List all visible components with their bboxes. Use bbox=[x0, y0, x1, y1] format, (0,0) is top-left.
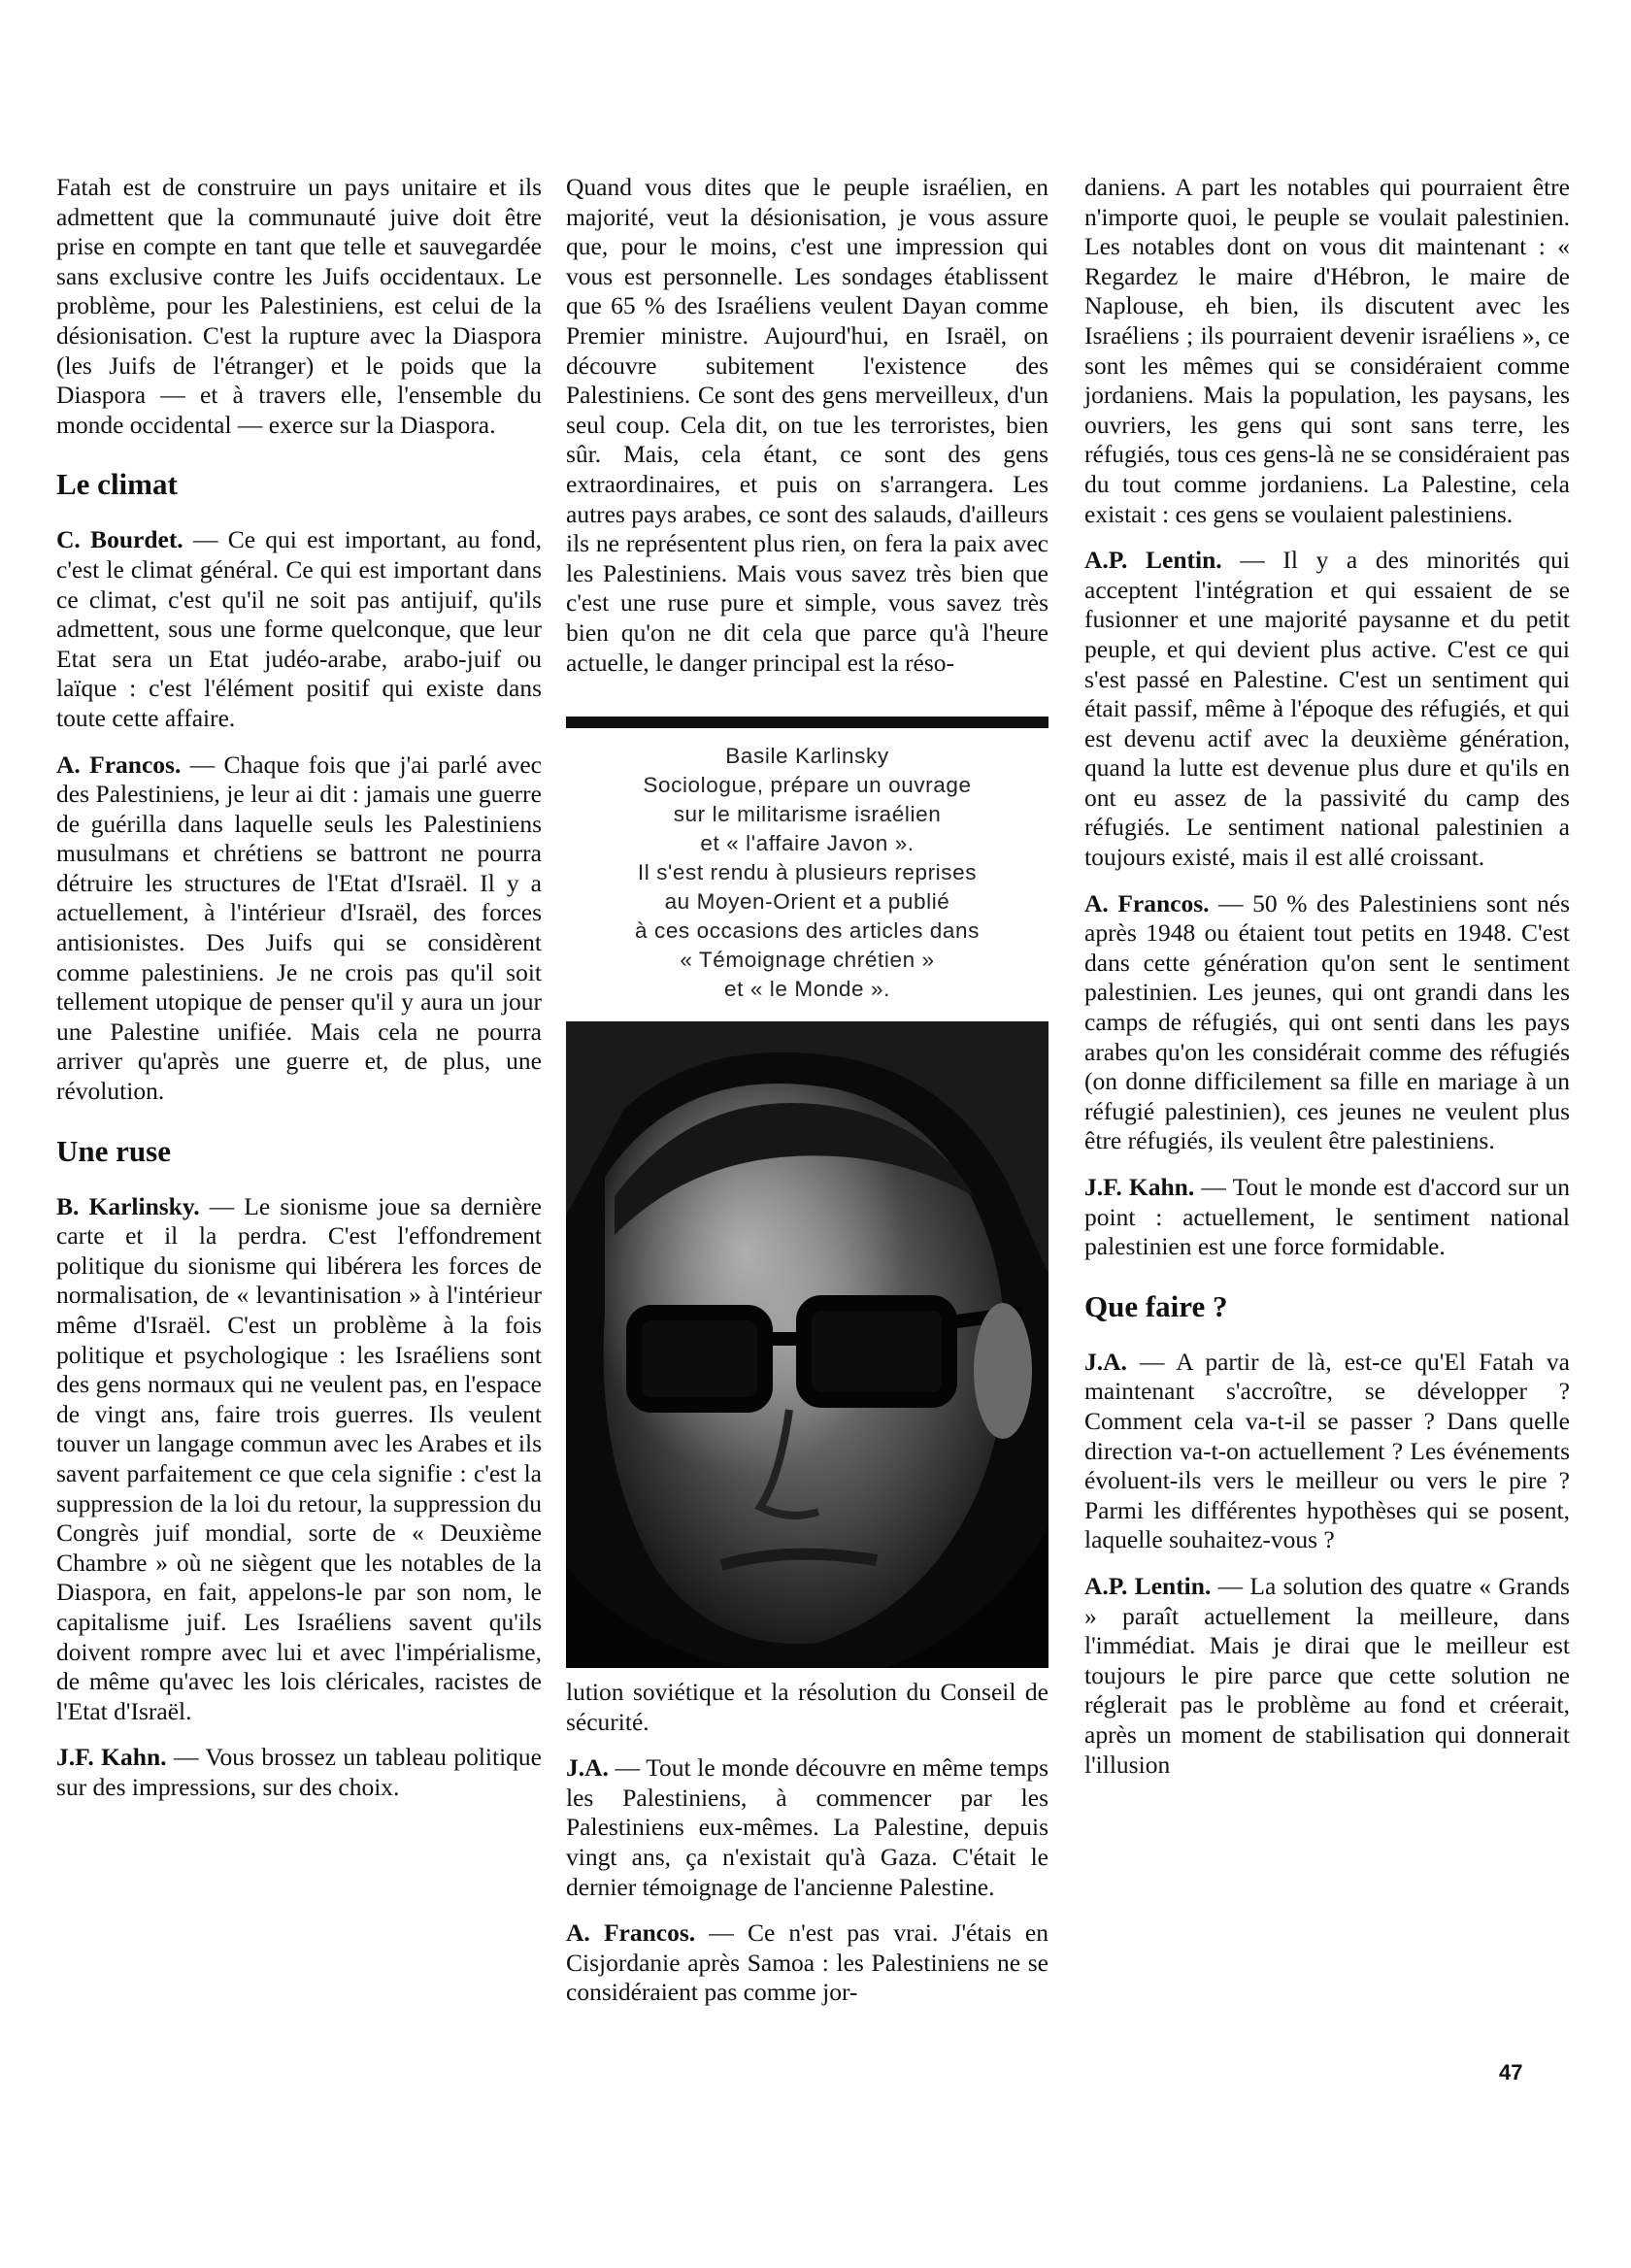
paragraph: Fatah est de construire un pays unitaire et ils admettent que la communauté juive doit être prise en compte en tant que telle et sauvegardée sans exclusive contre les Juifs occidentaux. Le problème, pour les Palestiniens, est celui de la désionisation. C'est la rupture avec la Diaspora (les Juifs de l'étranger) et le poids que la Diaspora — et à travers elle, l'ensemble du monde occidental — exerce sur la Diaspora. bbox=[56, 173, 542, 439]
caption-line: Il s'est rendu à plusieurs reprises bbox=[637, 860, 978, 885]
speaker-name: J.F. Kahn. bbox=[1084, 1173, 1195, 1201]
section-heading: Une ruse bbox=[56, 1133, 171, 1168]
paragraph bbox=[56, 1192, 542, 1727]
speaker-name: J.F. Kahn. bbox=[56, 1743, 167, 1772]
speech-text: — 50 % des Palestiniens sont nés après 1948 ou étaient tout petits en 1948. C'est dans cette génération qu'on sent le sentiment palestinien. Les jeunes, qui ont grandi dans les camps de réfugiés, qui ont senti dans les pays arabes qu'on les considérait comme des réfugiés (on donne difficilement sa fille en mariage à un réfugié palestinien), ces jeunes ne veulent plus être réfugiés, ils veulent être palestiniens. bbox=[1084, 888, 1570, 1155]
speech-text: — Tout le monde est d'accord sur un point : actuellement, le sentiment national palestinien est une force formidable. bbox=[1084, 1173, 1570, 1261]
caption-line: sur le militarisme israélien bbox=[673, 802, 942, 827]
caption-line: et « l'affaire Javon ». bbox=[700, 831, 915, 856]
speech-text: — A partir de là, est-ce qu'El Fatah va maintenant s'accroître, se développer ? Comment cela va-t-il se passer ? Dans quelle direction va-t-on actuellement ? Les événements évoluent-ils vers le meilleur ou vers le pire ? Parmi les différentes hypothèses qui se posent, laquelle souhaitez-vous ? bbox=[1084, 1347, 1570, 1554]
portrait-photo bbox=[566, 1021, 1048, 1668]
speaker-name: A. Francos. bbox=[56, 750, 182, 779]
caption-line: à ces occasions des articles dans bbox=[635, 918, 980, 944]
section-heading: Que faire ? bbox=[1084, 1288, 1228, 1323]
paragraph: Quand vous dites que le peuple israélien, en majorité, veut la désionisation, je vous assure que, pour le moins, c'est une impression qui vous est personnelle. Les sondages établissent que 65 % des Israéliens veulent Dayan comme Premier ministre. Aujourd'hui, en Israël, on découvre subitement l'existence des Palestiniens. Ce sont des gens merveilleux, d'un seul coup. Cela dit, on tue les terroristes, bien sûr. Mais, cela étant, ce sont des gens extraordinaires, et puis on s'arrangera. Les autres pays arabes, ce sont des salauds, d'ailleurs ils ne représentent plus rien, on fera la paix avec les Palestiniens. Mais vous savez très bien que c'est une ruse pure et simple, vous savez très bien qu'on ne dit cela que parce qu'à l'heure actuelle, le danger principal est la réso- bbox=[566, 173, 1048, 677]
speech-text: — Tout le monde découvre en même temps les Palestiniens, à commencer par les Palestiniens eux-mêmes. La Palestine, depuis vingt ans, ça n'existait qu'à Gaza. C'était le dernier témoignage de l'ancienne Palestine. bbox=[566, 1753, 1048, 1901]
text-column-3 bbox=[1084, 173, 1570, 1796]
caption-line: au Moyen-Orient et a publié bbox=[664, 889, 950, 915]
paragraph bbox=[56, 1743, 542, 1802]
paragraph bbox=[1084, 546, 1570, 873]
speech-text: — Ce n'est pas vrai. J'étais en Cisjordanie après Samoa : les Palestiniens ne se considéraient pas comme jor- bbox=[566, 1918, 1049, 2007]
caption-line: « Témoignage chrétien » bbox=[680, 948, 935, 973]
speaker-name: A.P. Lentin. bbox=[1084, 546, 1222, 575]
speaker-name: A. Francos. bbox=[566, 1918, 696, 1948]
paragraph: daniens. A part les notables qui pourraient être n'importe quoi, le peuple se voulait palestinien. Les notables dont on vous dit maintenant : « Regardez le maire d'Hébron, le maire de Naplouse, eh bien, ils discutent avec les Israéliens ; ils pourraient devenir israéliens », ce sont les mêmes qui se considéraient comme jordaniens. Mais la population, les paysans, les ouvriers, les gens qui sont sans terre, les réfugiés, tous ces gens-là ne se considéraient pas du tout comme jordaniens. La Palestine, cela existait : ces gens se voulaient palestiniens. bbox=[1084, 173, 1570, 528]
speech-text: — Vous brossez un tableau politique sur des impressions, sur des choix. bbox=[56, 1743, 542, 1801]
speech-text: — Ce qui est important, au fond, c'est le climat général. Ce qui est important dans ce climat, c'est qu'il ne soit pas antijuif, qu'ils admettent, sous une forme quelconque, que leur Etat sera un Etat judéo-arabe, arabo-juif ou laïque : c'est l'élément positif qui existe dans toute cette affaire. bbox=[56, 525, 542, 732]
text-column-1 bbox=[56, 173, 542, 1819]
portrait-illustration bbox=[566, 1021, 1048, 1668]
speaker-name: C. Bourdet. bbox=[56, 525, 183, 554]
page-number: 47 bbox=[1499, 2060, 1523, 2085]
paragraph bbox=[566, 1753, 1048, 1902]
speech-text: — Chaque fois que j'ai parlé avec des Palestiniens, je leur ai dit : jamais une guerre de guérilla dans laquelle seuls les Palestiniens musulmans et chrétiens se battront ne pourra détruire les structures de l'Etat d'Israël. Il y a actuellement, à l'intérieur d'Israël, des forces antisionistes. Des Juifs qui se considèrent comme palestiniens. Je ne crois pas qu'il soit tellement utopique de penser qu'il y aura un jour une Palestine unifiée. Mais cela ne pourra arriver qu'après une guerre et, de plus, une révolution. bbox=[56, 750, 543, 1106]
paragraph bbox=[1084, 889, 1570, 1156]
paragraph bbox=[566, 1918, 1048, 2008]
paragraph bbox=[1084, 1572, 1570, 1780]
speech-text: — Le sionisme joue sa dernière carte et il la perdra. C'est l'effondrement politique du sionisme qui libérera les forces de normalisation, de « levantinisation » à l'intérieur même d'Israël. C'est un problème à la fois politique et psychologique : les Israéliens sont des gens normaux qui ne veulent pas, en l'espace de vingt ans, faire trois guerres. Ils veulent touver un langage commun avec les Arabes et ils savent parfaitement ce que cela signifie : c'est la suppression de la loi du retour, la suppression du Congrès juif mondial, sorte de « Deuxième Chambre » où ne siègent que les notables de la Diaspora, en fait, appelons-le par son nom, le capitalisme juif. Les Israéliens savent qu'ils doivent rompre avec lui et avec l'impérialisme, de même qu'avec les lois cléricales, racistes de l'Etat d'Israël. bbox=[56, 1191, 542, 1725]
text-column-2 bbox=[566, 173, 1048, 2024]
photo-caption bbox=[566, 742, 1048, 1004]
caption-line: Sociologue, prépare un ouvrage bbox=[643, 773, 972, 798]
paragraph bbox=[56, 750, 542, 1107]
speaker-name: B. Karlinsky. bbox=[56, 1191, 200, 1220]
speaker-name: J.A. bbox=[1084, 1347, 1127, 1376]
paragraph bbox=[56, 525, 542, 733]
paragraph: lution soviétique et la résolution du Conseil de sécurité. bbox=[566, 1678, 1048, 1736]
section-heading: Le climat bbox=[56, 467, 178, 502]
speaker-name: A.P. Lentin. bbox=[1084, 1571, 1212, 1600]
speech-text: — Il y a des minorités qui acceptent l'intégration et qui essaient de se fusionner et une majorité paysanne et du petit peuple, et qui devient plus active. C'est ce qui s'est passé en Palestine. C'est un sentiment qui était passif, même à l'époque des réfugiés, et qui est devenu actif avec la deuxième génération, quand la lutte est devenue plus dure et qu'ils en ont eu assez de la passivité du camp des réfugiés. Le sentiment national palestinien a toujours existé, mais il est allé croissant. bbox=[1084, 546, 1570, 872]
speech-text: — La solution des quatre « Grands » paraît actuellement la meilleure, dans l'immédiat. Mais je dirai que le meilleur est toujours le pire parce que cette solution ne réglerait pas le problème au fond et créerait, après un moment de stabilisation qui donnerait l'illusion bbox=[1084, 1571, 1570, 1779]
caption-line: Basile Karlinsky bbox=[725, 744, 889, 769]
caption-line: et « le Monde ». bbox=[724, 977, 890, 1002]
paragraph bbox=[1084, 1348, 1570, 1555]
speaker-name: A. Francos. bbox=[1084, 888, 1210, 917]
speaker-name: J.A. bbox=[566, 1753, 609, 1783]
paragraph bbox=[1084, 1173, 1570, 1262]
divider-bar bbox=[566, 717, 1048, 728]
